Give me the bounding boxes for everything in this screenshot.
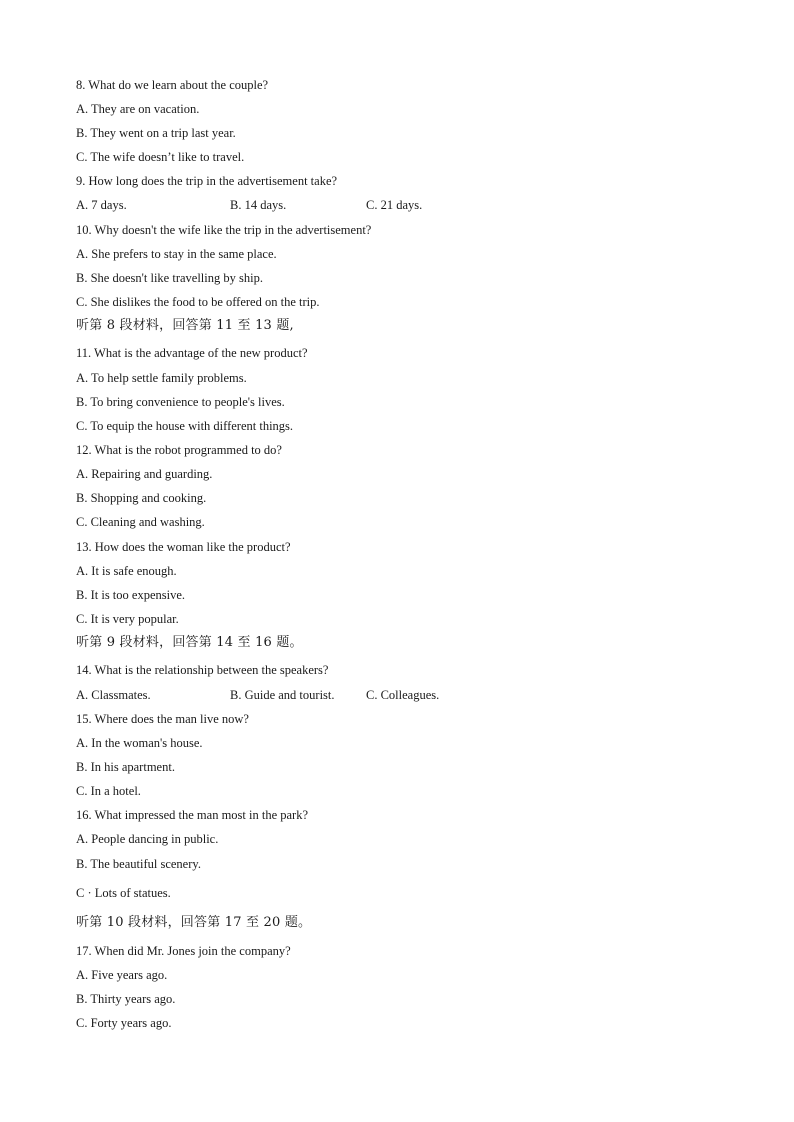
question-8: 8. What do we learn about the couple? <box>76 78 269 92</box>
question-16-option-c: C · Lots of statues. <box>76 886 171 900</box>
question-12-option-c: C. Cleaning and washing. <box>76 515 205 529</box>
question-14: 14. What is the relationship between the speakers? <box>76 663 329 677</box>
question-13-option-c: C. It is very popular. <box>76 612 179 626</box>
question-13-option-b: B. It is too expensive. <box>76 588 186 602</box>
question-9-option-a: A. 7 days. <box>76 198 127 212</box>
question-11-option-a: A. To help settle family problems. <box>76 371 247 385</box>
question-14-option-b: B. Guide and tourist. <box>230 688 335 702</box>
section-9-heading: 听第 9 段材料，回答第 14 至 16 题。 <box>76 635 303 650</box>
question-8-option-a: A. They are on vacation. <box>76 102 200 116</box>
question-10-option-c: C. She dislikes the food to be offered on the trip. <box>76 295 320 309</box>
question-17: 17. When did Mr. Jones join the company? <box>76 944 291 958</box>
question-16-option-a: A. People dancing in public. <box>76 832 219 846</box>
question-10-option-a: A. She prefers to stay in the same place. <box>76 247 277 261</box>
question-9: 9. How long does the trip in the advertisement take? <box>76 174 338 188</box>
question-17-option-c: C. Forty years ago. <box>76 1016 172 1030</box>
question-17-option-b: B. Thirty years ago. <box>76 992 176 1006</box>
question-11-option-c: C. To equip the house with different things. <box>76 419 294 433</box>
section-8-heading: 听第 8 段材料，回答第 11 至 13 题, <box>76 318 294 333</box>
question-8-option-c: C. The wife doesn’t like to travel. <box>76 150 245 164</box>
question-15-option-a: A. In the woman's house. <box>76 736 203 750</box>
question-10-option-b: B. She doesn't like travelling by ship. <box>76 271 263 285</box>
question-12-option-a: A. Repairing and guarding. <box>76 467 213 481</box>
section-10-heading: 听第 10 段材料，回答第 17 至 20 题。 <box>76 915 312 930</box>
question-9-option-c: C. 21 days. <box>366 198 423 212</box>
question-17-option-a: A. Five years ago. <box>76 968 168 982</box>
question-13: 13. How does the woman like the product? <box>76 540 291 554</box>
question-12: 12. What is the robot programmed to do? <box>76 443 282 457</box>
question-16: 16. What impressed the man most in the park? <box>76 808 309 822</box>
question-14-option-c: C. Colleagues. <box>366 688 440 702</box>
question-12-option-b: B. Shopping and cooking. <box>76 491 207 505</box>
question-15-option-b: B. In his apartment. <box>76 760 175 774</box>
question-15: 15. Where does the man live now? <box>76 712 249 726</box>
question-11-option-b: B. To bring convenience to people's lives. <box>76 395 285 409</box>
question-9-option-b: B. 14 days. <box>230 198 287 212</box>
question-11: 11. What is the advantage of the new product? <box>76 346 308 360</box>
question-15-option-c: C. In a hotel. <box>76 784 141 798</box>
question-10: 10. Why doesn't the wife like the trip in the advertisement? <box>76 223 372 237</box>
question-13-option-a: A. It is safe enough. <box>76 564 177 578</box>
question-16-option-b: B. The beautiful scenery. <box>76 857 201 871</box>
question-14-option-a: A. Classmates. <box>76 688 151 702</box>
question-8-option-b: B. They went on a trip last year. <box>76 126 236 140</box>
